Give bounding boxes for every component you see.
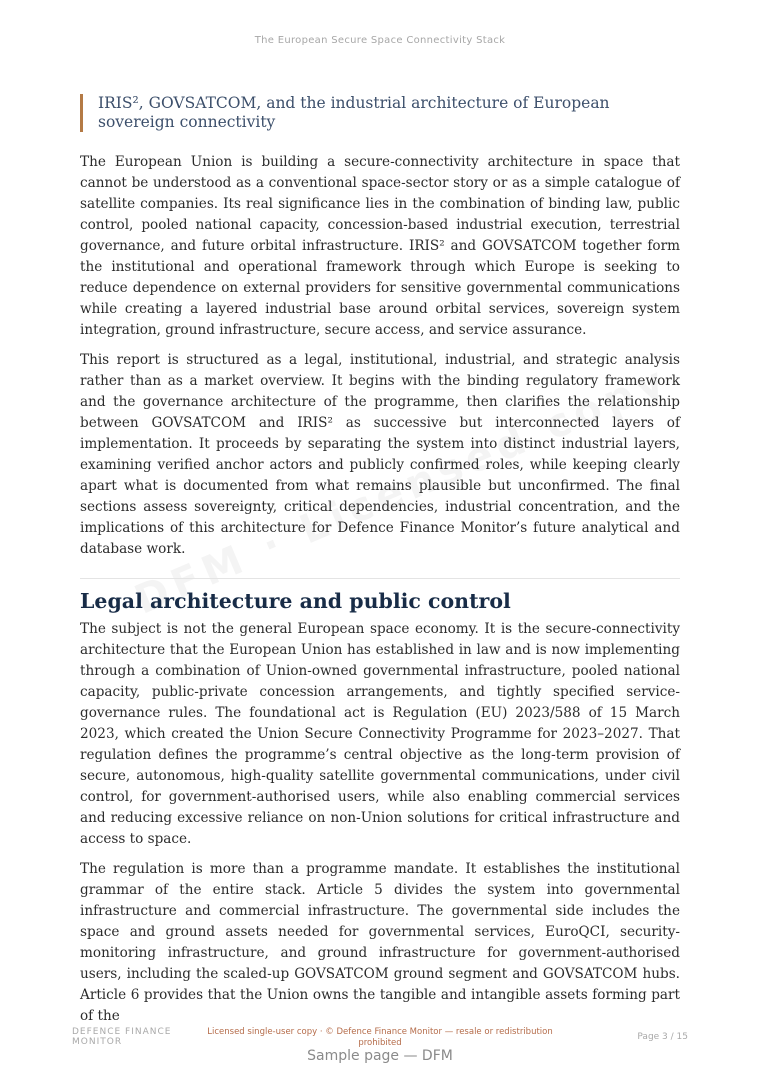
section-divider [80,578,680,579]
callout-title: IRIS², GOVSATCOM, and the industrial architecture of European sovereign connectivity [80,94,680,132]
intro-paragraph-2: This report is structured as a legal, institutional, industrial, and strategic analysis rather than as a market overview. It begins with the binding regulatory framework and the governance architecture of the programme, then clarifies the relationship between GOVSATCOM and IRIS² as successive but interconnected layers of implementation. It proceeds by separating the system into distinct industrial layers, examining verified anchor actors and publicly confirmed roles, while keeping clearly apart what is documented from what remains plausible but unconfirmed. The final sections assess sovereignty, critical dependencies, industrial concentration, and the implications of this architecture for Defence Finance Monitor’s future analytical and database work. [80,352,680,557]
section-paragraph-1: The subject is not the general European space economy. It is the secure-connectivity architecture that the European Union has established in law and is now implementing through a combination of Union-owned governmental infrastructure, pooled national capacity, public-private concession arrangements, and tightly specified service-governance rules. The foundational act is Regulation (EU) 2023/588 of 15 March 2023, which created the Union Secure Connectivity Programme for 2023–2027. That regulation defines the programme’s central objective as the long-term provision of secure, autonomous, high-quality satellite governmental communications, under civil control, for government-authorised users, while also enabling commercial services and reducing excessive reliance on non-Union solutions for critical infrastructure and access to space. [80,621,680,847]
intro-paragraph-1: The European Union is building a secure-connectivity architecture in space that cannot be understood as a conventional space-sector story or as a simple catalogue of satellite companies. Its real significance lies in the combination of binding law, public control, pooled national capacity, concession-based industrial execution, terrestrial governance, and future orbital infrastructure. IRIS² and GOVSATCOM together form the institutional and operational framework through which Europe is seeking to reduce dependence on external providers for sensitive governmental communications while creating a layered industrial base around orbital services, sovereign system integration, ground infrastructure, secure access, and service assurance. [80,154,680,338]
footer-publisher: DEFENCE FINANCE MONITOR [72,1027,172,1047]
section-heading: Legal architecture and public control [80,589,511,613]
footer-page-number: Page 3 / 15 [637,1032,688,1042]
page-content [80,94,680,1027]
footer-license: Licensed single-user copy · © Defence Finance Monitor — resale or redistribution prohibited [207,1027,553,1048]
running-head: The European Secure Space Connectivity Stack [254,35,506,46]
section-paragraph-2: The regulation is more than a programme mandate. It establishes the institutional grammar of the entire stack. Article 5 divides the system into governmental infrastructure and commercial infrastructure. The governmental side includes the space and ground assets needed for governmental services, EuroQCI, security-monitoring infrastructure, and ground infrastructure for government-authorised users, including the scaled-up GOVSATCOM ground segment and GOVSATCOM hubs. Article 6 provides that the Union owns the tangible and intangible assets forming part of the [80,861,680,1024]
sample-label: Sample page — DFM [307,1048,453,1064]
